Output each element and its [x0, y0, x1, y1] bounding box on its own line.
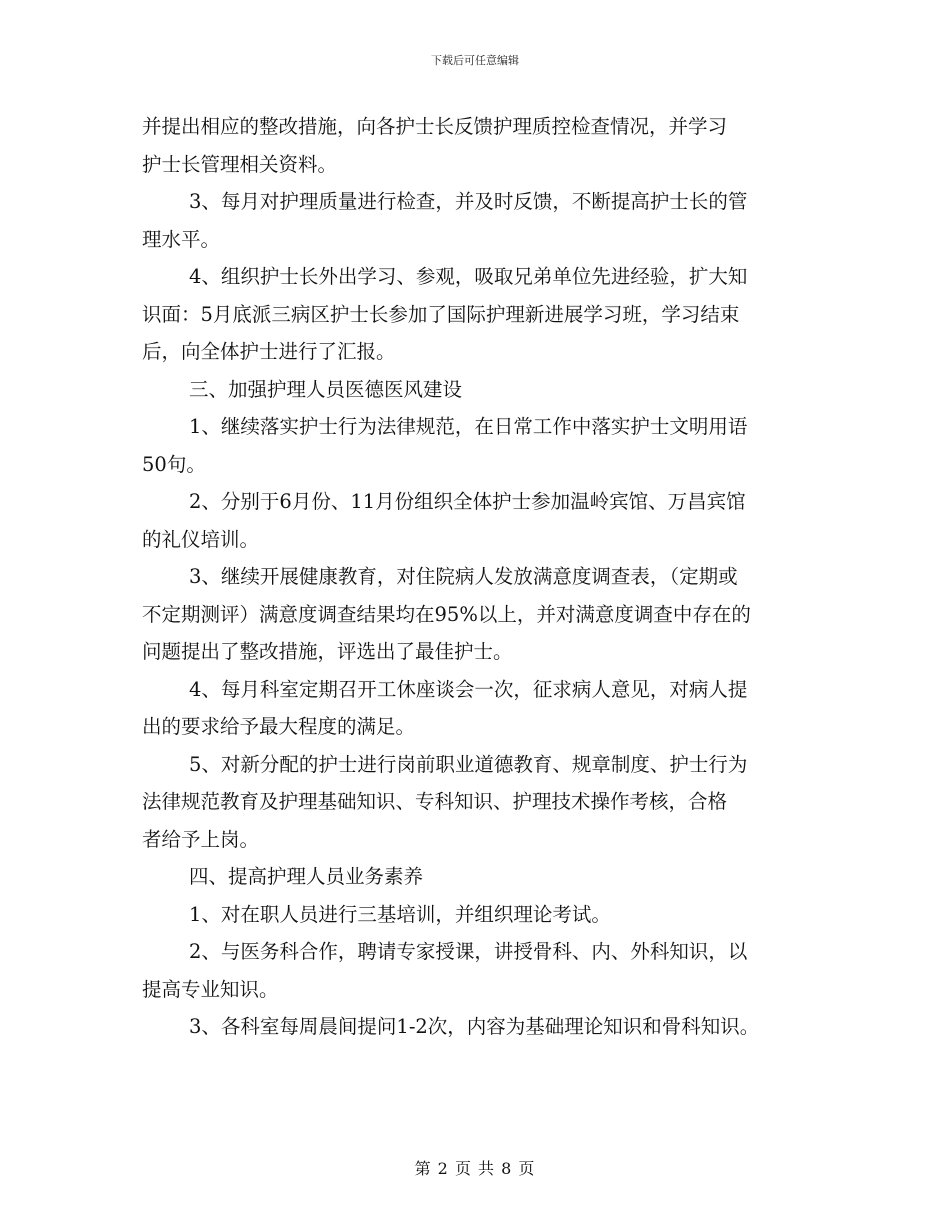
text-line: 的礼仪培训。: [142, 527, 260, 551]
text-line: 后，向全体护士进行了汇报。: [142, 340, 396, 363]
text-line: 提高专业知识。: [142, 977, 279, 1001]
text-line: 者给予上岗。: [142, 827, 260, 851]
text-line: 1、继续落实护士行为法律规范，在日常工作中落实护士文明用语: [189, 415, 748, 438]
text-line: 5、对新分配的护士进行岗前职业道德教育、规章制度、护士行为: [189, 752, 748, 776]
text-line: 50句。: [142, 452, 206, 476]
text-line: 出的要求给予最大程度的满足。: [142, 715, 416, 738]
text-line: 4、组织护士长外出学习、参观，吸取兄弟单位先进经验，扩大知: [189, 265, 748, 288]
text-line: 2、分别于6月份、11月份组织全体护士参加温岭宾馆、万昌宾馆: [189, 490, 746, 513]
text-line: 1、对在职人员进行三基培训，并组织理论考试。: [189, 902, 611, 926]
section-heading: 三、加强护理人员医德医风建设: [189, 377, 463, 401]
document-body: [142, 108, 822, 1046]
text-line: 3、继续开展健康教育，对住院病人发放满意度调查表，（定期或: [189, 565, 738, 588]
text-line: 3、每月对护理质量进行检查，并及时反馈，不断提高护士长的管: [189, 190, 748, 213]
text-line: 3、各科室每周晨间提问1-2次，内容为基础理论知识和骨科知识。: [189, 1015, 760, 1038]
section-heading: 四、提高护理人员业务素养: [189, 865, 424, 888]
text-line: 法律规范教育及护理基础知识、专科知识、护理技术操作考核，合格: [142, 790, 728, 813]
text-line: 护士长管理相关资料。: [142, 152, 338, 176]
page-header: 下载后可任意编辑: [431, 54, 519, 67]
body-text: [142, 108, 822, 1046]
text-line: 理水平。: [142, 227, 221, 251]
text-line: 不定期测评）满意度调查结果均在95%以上，并对满意度调查中存在的: [142, 602, 751, 626]
page-footer: 第 2 页 共 8 页: [414, 1159, 536, 1178]
text-line: 2、与医务科合作，聘请专家授课，讲授骨科、内、外科知识，以: [189, 940, 748, 963]
text-line: 4、每月科室定期召开工休座谈会一次，征求病人意见，对病人提: [189, 677, 748, 701]
text-line: 问题提出了整改措施，评选出了最佳护士。: [142, 640, 513, 663]
text-line: 并提出相应的整改措施，向各护士长反馈护理质控检查情况，并学习: [142, 115, 728, 138]
text-line: 识面：5月底派三病区护士长参加了国际护理新进展学习班，学习结束: [142, 302, 740, 326]
